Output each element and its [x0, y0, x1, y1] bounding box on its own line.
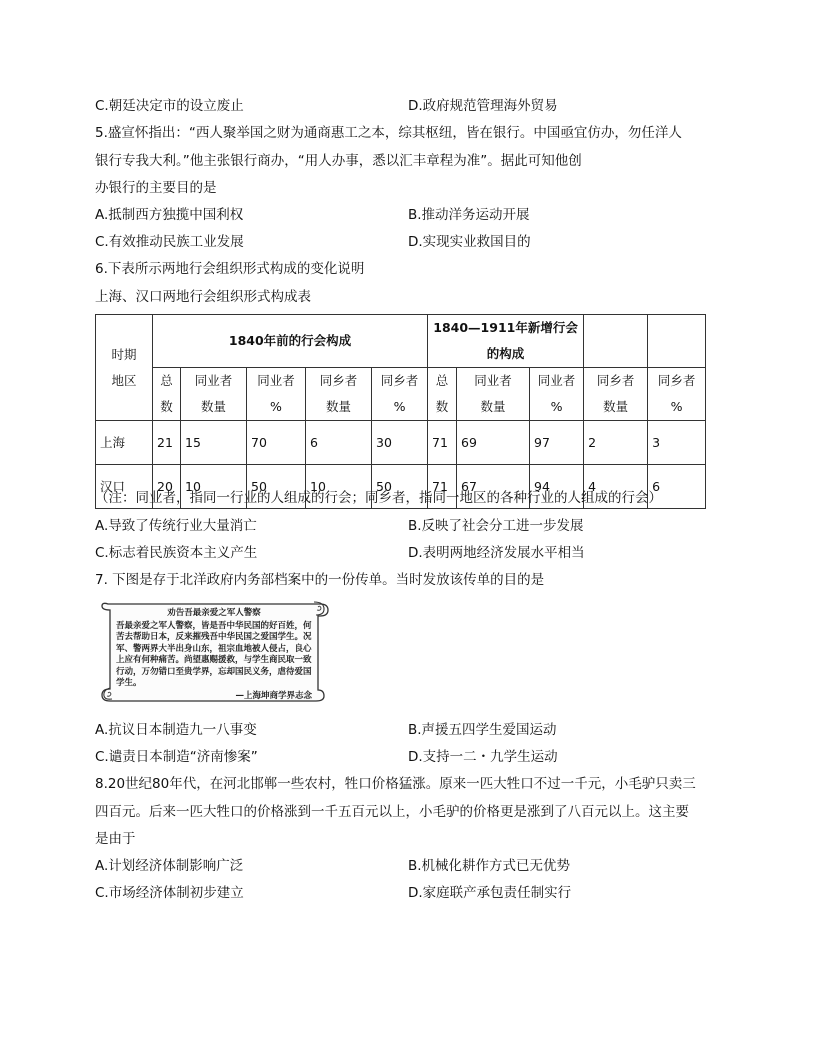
- q4-option-d: D.政府规范管理海外贸易: [408, 98, 558, 114]
- table-row: [96, 421, 706, 465]
- corner-period: 时期: [111, 346, 137, 362]
- col-trade-count: 同业者 数量: [181, 368, 247, 421]
- col-trade-pct-new: 同业者 %: [530, 368, 584, 421]
- q8-option-b: B.机械化耕作方式已无优势: [408, 858, 571, 874]
- q5-option-d: D.实现实业救国目的: [408, 234, 531, 250]
- q7-option-d: D.支持一二・九学生运动: [408, 749, 558, 765]
- q6-option-c: C.标志着民族资本主义产生: [95, 545, 258, 561]
- table-cell: 70: [247, 421, 306, 465]
- col-trade-count-new: 同业者 数量: [457, 368, 530, 421]
- col-native-count: 同乡者 数量: [306, 368, 372, 421]
- q6-stem: 6.下表所示两地行会组织形式构成的变化说明: [95, 261, 365, 277]
- table-cell: 69: [457, 421, 530, 465]
- leaflet-signature: —上海坤商学界志念: [235, 690, 312, 701]
- q7-option-c: C.谴责日本制造“济南惨案”: [95, 749, 258, 765]
- table-cell: 67: [457, 465, 530, 509]
- q8-stem-line2: 四百元。后来一匹大牲口的价格涨到一千五百元以上，小毛驴的价格更是涨到了八百元以上。这主要: [95, 804, 689, 820]
- leaflet-title: 劝告吾最亲爱之军人警察: [167, 608, 261, 618]
- q6-note: （注：同业者，指同一行业的人组成的行会；同乡者，指同一地区的各种行业的人组成的行会）: [95, 490, 662, 506]
- header-empty-2: [648, 315, 706, 368]
- table-cell: 10: [181, 465, 247, 509]
- q4-option-c: C.朝廷决定市的设立废止: [95, 98, 244, 114]
- q8-option-d: D.家庭联产承包责任制实行: [408, 885, 572, 901]
- col-native-pct-new: 同乡者 %: [648, 368, 706, 421]
- table-cell: 3: [648, 421, 706, 465]
- q5-stem-line2: 银行专我大利。”他主张银行商办，“用人办事，悉以汇丰章程为准”。据此可知他创: [95, 153, 582, 169]
- col-trade-pct: 同业者 %: [247, 368, 306, 421]
- leaflet-body: 吾最亲爱之军人警察，皆是吾中华民国的好百姓，何苦去帮助日本，反来摧残吾中华民国之爱国学生。况军、警两界大半出身山东，祖宗血地被人侵占，良心上应有何种痛苦。尚望惠赐援救，与学生商民取一致行动，万勿错口至贵学界，忘却国民义务，虐待爱国学生。: [116, 620, 312, 688]
- col-total: 总数: [153, 368, 181, 421]
- col-native-count-new: 同乡者 数量: [584, 368, 648, 421]
- table-corner-cell: [96, 315, 153, 421]
- table-cell: 15: [181, 421, 247, 465]
- q5-stem-line1: 5.盛宣怀指出：“西人聚举国之财为通商惠工之本，综其枢纽，皆在银行。中国亟宜仿办，勿任洋人: [95, 125, 682, 141]
- table-cell: 30: [372, 421, 428, 465]
- table-cell: 71: [428, 421, 457, 465]
- q5-option-a: A.抵制西方独揽中国利权: [95, 207, 244, 223]
- table-cell: 20: [153, 465, 181, 509]
- q6-option-d: D.表明两地经济发展水平相当: [408, 545, 585, 561]
- q7-option-b: B.声援五四学生爱国运动: [408, 722, 557, 738]
- q8-option-c: C.市场经济体制初步建立: [95, 885, 244, 901]
- q7-stem: 7. 下图是存于北洋政府内务部档案中的一份传单。当时发放该传单的目的是: [95, 572, 545, 588]
- table-cell: 6: [648, 465, 706, 509]
- q8-stem-line1: 8.20世纪80年代，在河北邯郸一些农村，牲口价格猛涨。原来一匹大牲口不过一千元，小毛驴只卖三: [95, 776, 696, 792]
- q8-stem-line3: 是由于: [95, 831, 136, 847]
- q6-option-b: B.反映了社会分工进一步发展: [408, 518, 584, 534]
- corner-region: 地区: [111, 372, 137, 388]
- col-native-pct: 同乡者 %: [372, 368, 428, 421]
- col-total-new: 总数: [428, 368, 457, 421]
- row-region: 汉口: [96, 465, 153, 509]
- q8-option-a: A.计划经济体制影响广泛: [95, 858, 244, 874]
- q6-table-title: 上海、汉口两地行会组织形式构成表: [95, 289, 311, 305]
- leaflet-text: [116, 608, 312, 702]
- q6-option-a: A.导致了传统行业大量消亡: [95, 518, 257, 534]
- table-cell: 6: [306, 421, 372, 465]
- header-pre-1840: 1840年前的行会构成: [153, 315, 428, 368]
- leaflet-scroll-image: [98, 598, 330, 702]
- header-1840-1911: 1840—1911年新增行会的构成: [428, 315, 584, 368]
- table-cell: 4: [584, 465, 648, 509]
- table-cell: 21: [153, 421, 181, 465]
- table-cell: 71: [428, 465, 457, 509]
- header-empty-1: [584, 315, 648, 368]
- q7-option-a: A.抗议日本制造九一八事变: [95, 722, 257, 738]
- table-cell: 50: [372, 465, 428, 509]
- table-cell: 2: [584, 421, 648, 465]
- table-cell: 97: [530, 421, 584, 465]
- row-region: 上海: [96, 421, 153, 465]
- table-cell: 10: [306, 465, 372, 509]
- q5-option-b: B.推动洋务运动开展: [408, 207, 530, 223]
- q5-stem-line3: 办银行的主要目的是: [95, 180, 217, 196]
- guild-composition-table: [95, 314, 706, 509]
- table-cell: 50: [247, 465, 306, 509]
- table-cell: 94: [530, 465, 584, 509]
- q5-option-c: C.有效推动民族工业发展: [95, 234, 244, 250]
